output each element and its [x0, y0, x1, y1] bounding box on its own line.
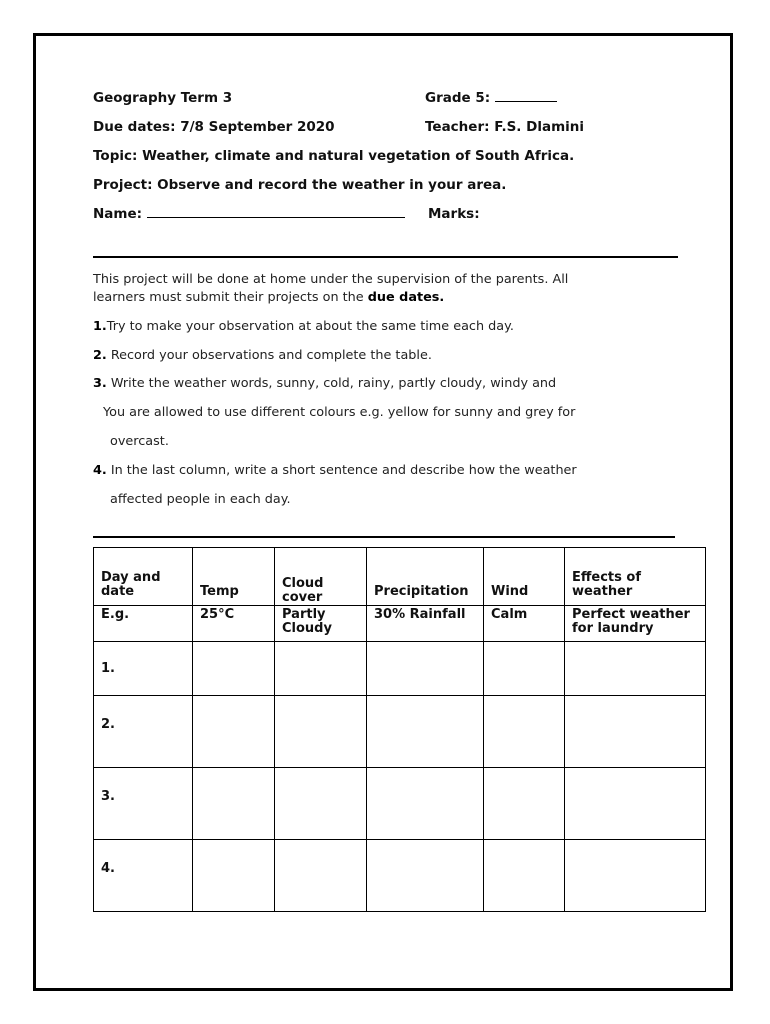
table-cell[interactable] — [193, 696, 275, 768]
table-cell[interactable] — [565, 642, 706, 696]
table-row — [94, 768, 706, 840]
divider-bottom — [93, 536, 675, 538]
instruction-1 — [93, 319, 514, 334]
example-cloud: Partly Cloudy — [275, 606, 367, 642]
intro-line-1: This project will be done at home under the supervision of the parents. All — [93, 272, 569, 287]
header-temp: Temp — [193, 548, 275, 606]
table-cell[interactable] — [565, 696, 706, 768]
table-cell[interactable] — [193, 840, 275, 912]
header-wind: Wind — [484, 548, 565, 606]
intro-line-2-text: learners must submit their projects on the — [93, 290, 364, 305]
table-row-example — [94, 606, 706, 642]
row-label-3: 3. — [94, 768, 193, 840]
name-field — [93, 206, 405, 222]
table-cell[interactable] — [367, 768, 484, 840]
instruction-3-number: 3. — [93, 376, 107, 391]
table-cell[interactable] — [275, 696, 367, 768]
example-effects: Perfect weather for laundry — [565, 606, 706, 642]
table-cell[interactable] — [565, 768, 706, 840]
table-cell[interactable] — [484, 696, 565, 768]
weather-table — [93, 547, 706, 912]
table-row — [94, 642, 706, 696]
table-cell[interactable] — [484, 768, 565, 840]
grade-blank[interactable] — [495, 100, 557, 102]
table-cell[interactable] — [275, 642, 367, 696]
divider-top — [93, 256, 678, 258]
topic-line: Topic: Weather, climate and natural vegetation of South Africa. — [93, 148, 575, 164]
table-cell[interactable] — [275, 768, 367, 840]
example-precipitation: 30% Rainfall — [367, 606, 484, 642]
project-line: Project: Observe and record the weather in your area. — [93, 177, 507, 193]
instruction-3-text: Write the weather words, sunny, cold, rainy, partly cloudy, windy and — [106, 376, 557, 391]
grade-label: Grade 5: — [425, 90, 491, 106]
marks-label: Marks: — [428, 206, 480, 222]
intro-line-2 — [93, 290, 444, 305]
due-dates: Due dates: 7/8 September 2020 — [93, 119, 335, 135]
instruction-4-cont-1: affected people in each day. — [110, 492, 291, 507]
grade-field — [425, 90, 557, 106]
table-cell[interactable] — [275, 840, 367, 912]
table-cell[interactable] — [367, 642, 484, 696]
instruction-4-number: 4. — [93, 463, 107, 478]
instruction-1-number: 1. — [93, 319, 107, 334]
example-day: E.g. — [94, 606, 193, 642]
instruction-2-number: 2. — [93, 348, 107, 363]
row-label-2: 2. — [94, 696, 193, 768]
instruction-2-text: Record your observations and complete the table. — [106, 348, 432, 363]
header-effects: Effects of weather — [565, 548, 706, 606]
header-day-date: Day and date — [94, 548, 193, 606]
table-cell[interactable] — [193, 768, 275, 840]
row-label-1: 1. — [94, 642, 193, 696]
header-cloud-cover: Cloud cover — [275, 548, 367, 606]
example-temp: 25°C — [193, 606, 275, 642]
table-cell[interactable] — [484, 840, 565, 912]
instruction-3-cont-2: overcast. — [110, 434, 169, 449]
name-label: Name: — [93, 206, 143, 222]
subject-title: Geography Term 3 — [93, 90, 233, 106]
due-dates-emphasis: due dates. — [367, 290, 445, 305]
table-row — [94, 696, 706, 768]
name-blank[interactable] — [147, 216, 405, 218]
teacher-name: Teacher: F.S. Dlamini — [425, 119, 585, 135]
table-row — [94, 840, 706, 912]
instruction-3 — [93, 376, 556, 391]
table-cell[interactable] — [367, 840, 484, 912]
instruction-2 — [93, 348, 432, 363]
table-cell[interactable] — [367, 696, 484, 768]
instruction-1-text: Try to make your observation at about the same time each day. — [106, 319, 514, 334]
row-label-4: 4. — [94, 840, 193, 912]
instruction-4-text: In the last column, write a short sentence and describe how the weather — [106, 463, 577, 478]
table-cell[interactable] — [193, 642, 275, 696]
instruction-3-cont-1: You are allowed to use different colours e.g. yellow for sunny and grey for — [103, 405, 576, 420]
instruction-4 — [93, 463, 577, 478]
table-cell[interactable] — [484, 642, 565, 696]
header-precipitation: Precipitation — [367, 548, 484, 606]
table-cell[interactable] — [565, 840, 706, 912]
table-header-row — [94, 548, 706, 606]
example-wind: Calm — [484, 606, 565, 642]
